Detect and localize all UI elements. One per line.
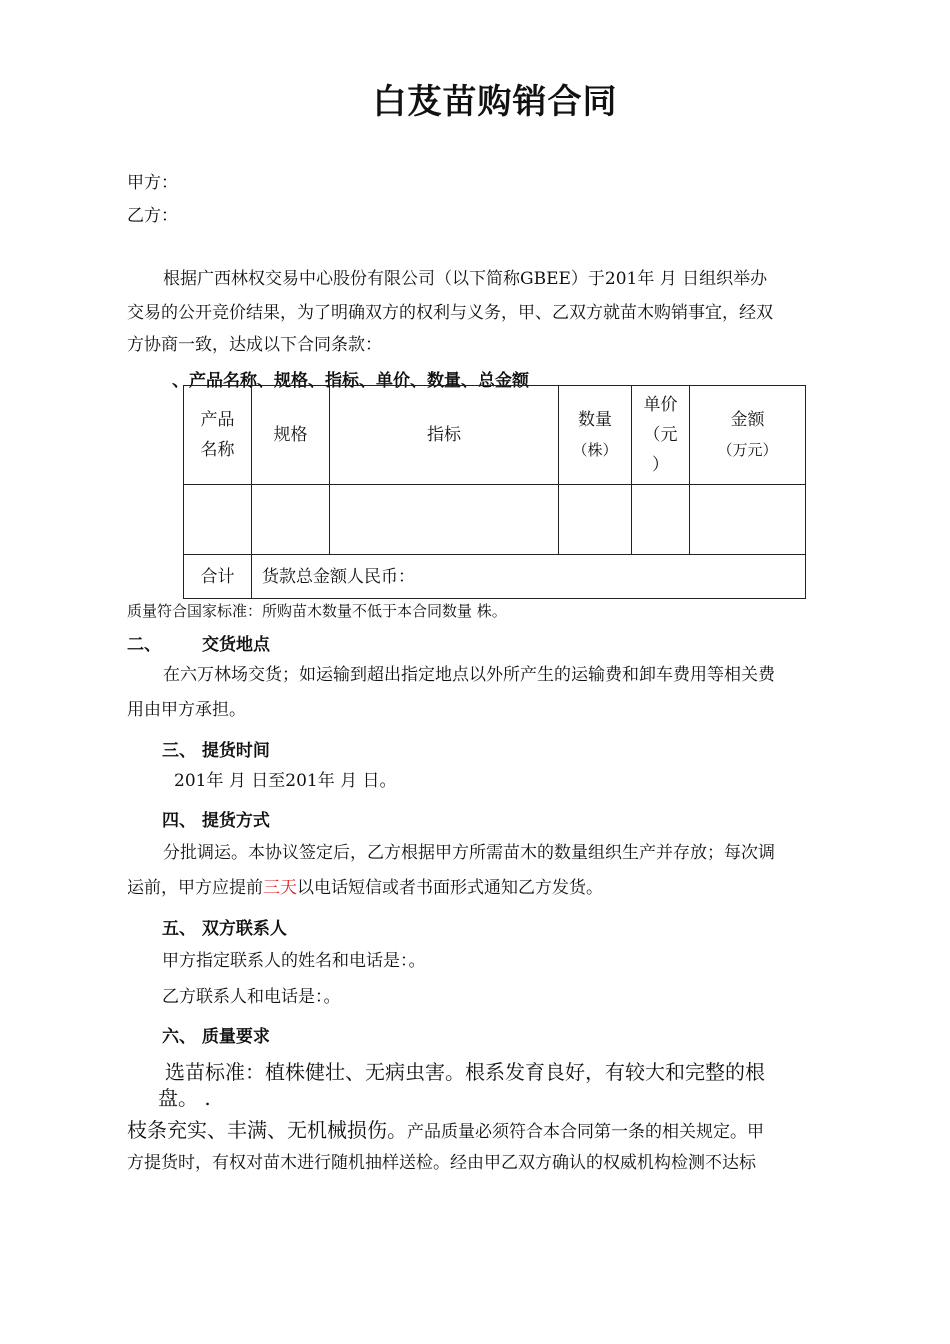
section-2-title: 交货地点 [202, 635, 270, 655]
section-6-line-1b: 盘。 . [158, 1086, 211, 1110]
cell-product-name [184, 485, 252, 555]
section-6-line-2-large: 枝条充实、丰满、无机械损伤。 [127, 1118, 407, 1142]
header-index: 指标 [330, 386, 559, 485]
total-amount-text: 货款总金额人民币： [252, 555, 806, 599]
section-4-line-1: 分批调运。本协议签定后，乙方根据甲方所需苗木的数量组织生产并存放；每次调 [163, 843, 775, 863]
section-3-text: 201年 月 日至201年 月 日。 [174, 771, 397, 791]
section-5-line-2: 乙方联系人和电话是：。 [162, 987, 341, 1007]
header-quantity-line2: （株） [572, 441, 618, 459]
header-unit-price-line2: （元 [643, 425, 678, 445]
section-1-heading: 、产品名称、规格、指标、单价、数量、总金额 [172, 371, 529, 391]
section-6-line-2-rest: 产品质量必须符合本合同第一条的相关规定。甲 [407, 1122, 764, 1142]
party-a-label: 甲方： [127, 173, 178, 193]
section-6-line-3: 方提货时，有权对苗木进行随机抽样送检。经由甲乙双方确认的权威机构检测不达标 [127, 1153, 756, 1173]
table-header-row [184, 386, 806, 485]
section-4-heading: 四、 提货方式 [162, 811, 270, 831]
cell-index [330, 485, 559, 555]
section-4-line-2-pre: 运前，甲方应提前 [127, 878, 263, 898]
header-amount [690, 386, 806, 485]
table-row [184, 485, 806, 555]
section-4-line-2-post: 以电话短信或者书面形式通知乙方发货。 [297, 878, 603, 898]
section-3-heading: 三、 提货时间 [162, 741, 270, 761]
header-product-name [184, 386, 252, 485]
document-title: 白芨苗购销合同 [372, 82, 618, 122]
cell-unit-price [632, 485, 690, 555]
section-6-heading: 六、 质量要求 [162, 1027, 270, 1047]
section-2-line-1: 在六万林场交货；如运输到超出指定地点以外所产生的运输费和卸车费用等相关费 [163, 665, 775, 685]
header-unit-price-line1: 单价 [643, 395, 678, 415]
highlight-three-days: 三天 [263, 878, 297, 898]
header-product-name-line1: 产品 [200, 410, 235, 430]
intro-line-3: 方协商一致，达成以下合同条款： [127, 335, 382, 355]
section-5-heading: 五、 双方联系人 [162, 919, 287, 939]
header-quantity [559, 386, 632, 485]
header-amount-line1: 金额 [730, 410, 765, 430]
total-label: 合计 [184, 555, 252, 599]
header-spec: 规格 [252, 386, 330, 485]
header-amount-line2: （万元） [717, 441, 778, 459]
section-6-line-2 [127, 1114, 764, 1143]
intro-line-2: 交易的公开竞价结果，为了明确双方的权利与义务，甲、乙双方就苗木购销事宜，经双 [127, 303, 773, 323]
party-b-label: 乙方： [127, 206, 178, 226]
intro-line-1: 根据广西林权交易中心股份有限公司（以下简称GBEE）于201年 月 日组织举办 [163, 269, 768, 289]
quality-note: 质量符合国家标准：所购苗木数量不低于本合同数量 株。 [127, 602, 507, 620]
header-product-name-line2: 名称 [200, 440, 235, 460]
section-6-line-1: 选苗标准：植株健壮、无病虫害。根系发育良好，有较大和完整的根 [165, 1060, 765, 1084]
header-unit-price-line3: ） [652, 455, 669, 475]
table-total-row [184, 555, 806, 599]
cell-amount [690, 485, 806, 555]
section-5-line-1: 甲方指定联系人的姓名和电话是：。 [162, 951, 426, 971]
header-quantity-line1: 数量 [578, 410, 612, 430]
cell-spec [252, 485, 330, 555]
section-2-line-2: 用由甲方承担。 [127, 700, 246, 720]
cell-quantity [559, 485, 632, 555]
product-table [183, 385, 806, 599]
header-unit-price [632, 386, 690, 485]
section-4-line-2 [127, 871, 603, 905]
section-2-number: 二、 [127, 635, 161, 655]
